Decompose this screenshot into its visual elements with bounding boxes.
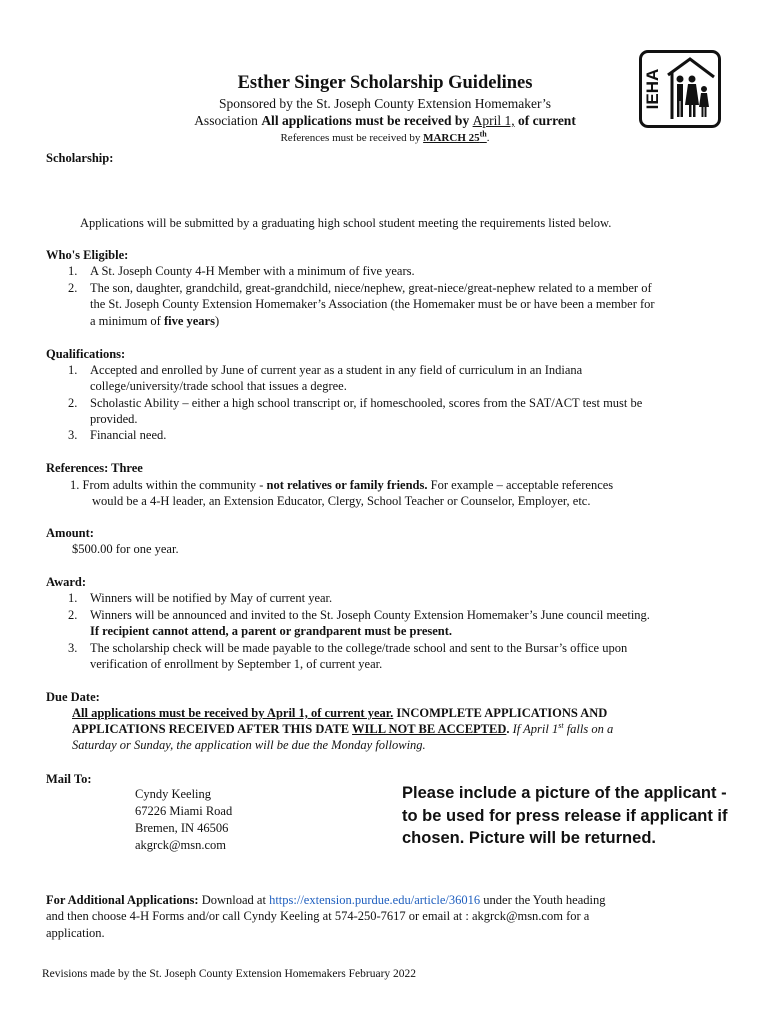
revision-footer: Revisions made by the St. Joseph County Extension Homemakers February 2022: [42, 968, 417, 980]
mail-to-heading: Mail To:: [46, 772, 92, 786]
due-date-line-1: All applications must be received by April 1, of current year. INCOMPLETE APPLICATIONS AND: [72, 706, 608, 720]
mail-address: Cyndy Keeling 67226 Miami Road Bremen, IN 46506 akgrck@msn.com: [135, 787, 233, 852]
eligible-heading: Who's Eligible:: [46, 248, 129, 262]
amount-value: $500.00 for one year.: [72, 542, 179, 556]
references-deadline: References must be received by MARCH 25th.: [280, 129, 490, 144]
due-date-heading: Due Date:: [46, 690, 100, 704]
ieha-logo: [639, 50, 721, 128]
page-title: Esther Singer Scholarship Guidelines: [237, 73, 533, 93]
scholarship-text: Applications will be submitted by a graduating high school student meeting the requirements listed below.: [80, 216, 612, 230]
svg-text:IEHA: IEHA: [643, 68, 662, 110]
list-item-continuation: If recipient cannot attend, a parent or grandparent must be present.: [90, 624, 453, 638]
list-item: 2. Scholastic Ability – either a high school transcript or, if homeschooled, scores from the SAT/ACT test must be: [68, 396, 643, 410]
list-item-continuation: the St. Joseph County Extension Homemaker’s Association (the Homemaker must be or have been a member for: [90, 297, 655, 311]
list-item: 1. Accepted and enrolled by June of current year as a student in any field of curriculum in an Indiana: [68, 363, 583, 377]
due-date-line-3: Saturday or Sunday, the application will be due the Monday following.: [72, 738, 426, 752]
award-heading: Award:: [46, 575, 87, 589]
list-item: 1. A St. Joseph County 4-H Member with a minimum of five years.: [68, 264, 415, 278]
scholarship-heading: Scholarship:: [46, 151, 114, 165]
sponsor-line-1: Sponsored by the St. Joseph County Extension Homemaker’s: [219, 96, 551, 111]
sponsor-line-2: Association All applications must be received by April 1, of current: [194, 113, 576, 128]
additional-line-2: and then choose 4-H Forms and/or call Cyndy Keeling at 574-250-7617 or email at : akgrck@msn.com for a: [46, 909, 590, 923]
due-date-line-2: APPLICATIONS RECEIVED AFTER THIS DATE WILL NOT BE ACCEPTED. If April 1st falls on a: [72, 720, 614, 736]
list-item: 2. Winners will be announced and invited to the St. Joseph County Extension Homemaker’s June council meeting.: [68, 608, 650, 622]
amount-heading: Amount:: [46, 526, 94, 540]
list-item-continuation: a minimum of five years): [90, 314, 220, 328]
picture-note: Please include a picture of the applicant - to be used for press release if applicant if chosen. Picture will be returned.: [402, 784, 728, 847]
references-line-1: 1. From adults within the community - not relatives or family friends. For example – acceptable references: [70, 478, 614, 492]
family-house-icon: [642, 53, 718, 125]
references-line-2: would be a 4-H leader, an Extension Educator, Clergy, School Teacher or Counselor, Employer, etc.: [92, 494, 591, 508]
list-item: 3. The scholarship check will be made payable to the college/trade school and sent to the Bursar’s office upon: [68, 641, 628, 655]
list-item-continuation: verification of enrollment by September 1, of current year.: [90, 657, 383, 671]
additional-line-3: application.: [46, 926, 105, 940]
qualifications-heading: Qualifications:: [46, 347, 126, 361]
list-item: 1. Winners will be notified by May of current year.: [68, 591, 333, 605]
list-item: 2. The son, daughter, grandchild, great-grandchild, niece/nephew, great-niece/great-nephew related to a member of: [68, 281, 652, 295]
list-item-continuation: provided.: [90, 412, 138, 426]
additional-line-1: For Additional Applications: Download at https://extension.purdue.edu/article/36016 under the Youth heading: [46, 893, 606, 907]
list-item-continuation: college/university/trade school that issues a degree.: [90, 379, 347, 393]
extension-link[interactable]: https://extension.purdue.edu/article/36016: [269, 893, 481, 907]
references-heading: References: Three: [46, 461, 143, 475]
list-item: 3. Financial need.: [68, 428, 167, 442]
